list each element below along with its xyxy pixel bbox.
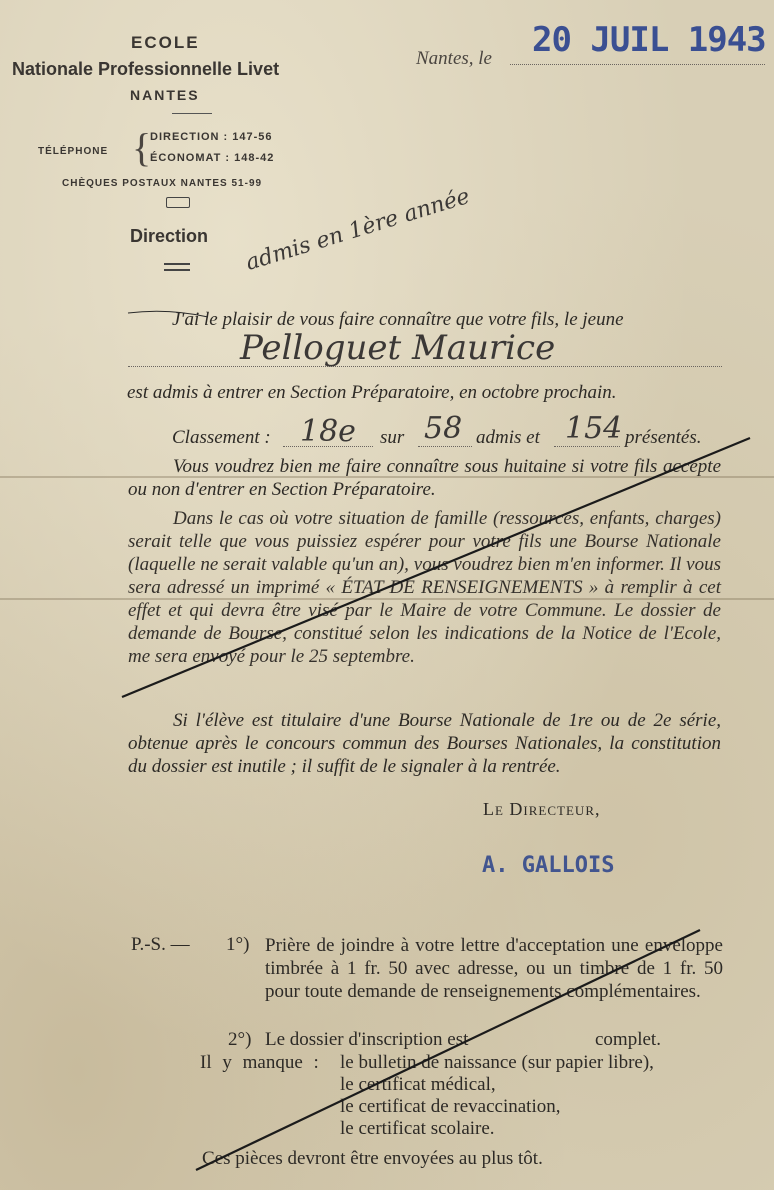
admitted-value: 58: [424, 411, 463, 446]
handwritten-margin-note: admis en 1ère année: [243, 183, 473, 276]
date-stamp: 20 JUIL 1943: [532, 20, 766, 60]
ps-item1-number: 1°): [226, 934, 250, 955]
ps-item2-prefix: Le dossier d'inscription est: [265, 1029, 469, 1050]
signature-stamp: A. GALLOIS: [482, 853, 615, 878]
admission-line: est admis à entrer en Section Préparatoire, en octobre prochain.: [127, 382, 617, 403]
pen-mark: [128, 311, 208, 317]
intro-line: J'ai le plaisir de vous faire connaître que votre fils, le jeune: [172, 309, 624, 330]
telephone-economat: ÉCONOMAT : 148-42: [150, 152, 275, 164]
closing-line: Ces pièces devront être envoyées au plus tôt.: [202, 1148, 543, 1169]
school-header-line1: ECOLE: [131, 33, 200, 52]
school-header-line2: Nationale Professionnelle Livet: [12, 59, 280, 79]
place-prefix: Nantes, le: [416, 48, 492, 69]
missing-item: le certificat de revaccination,: [340, 1096, 561, 1117]
missing-item: le certificat médical,: [340, 1074, 496, 1095]
bourse-strike-line: [122, 438, 750, 697]
telephone-label: TÉLÉPHONE: [38, 146, 109, 157]
ps-item2-suffix: complet.: [595, 1029, 661, 1050]
manque-label: Il y manque :: [200, 1052, 319, 1073]
presented-value: 154: [565, 411, 623, 446]
brace-icon: {: [132, 125, 152, 170]
missing-item: le certificat scolaire.: [340, 1118, 495, 1139]
presentes-label: présentés.: [625, 427, 702, 448]
ps-label: P.-S. —: [131, 934, 190, 955]
ps-item2-number: 2°): [228, 1029, 252, 1050]
student-name: Pelloguet Maurice: [240, 328, 556, 368]
classement-label: Classement :: [172, 427, 271, 448]
reply-paragraph: Vous voudrez bien me faire connaître sous huitaine si votre fils accepte ou non d'entrer en Section Préparatoire.: [128, 456, 721, 500]
bourse-paragraph: Dans le cas où votre situation de famille (ressources, enfants, charges) serait telle que vous puissiez espérer pour votre fils une Bourse Nationale (laquelle ne serait valable qu'un an), vous voudrez bien m'en informer. Il vous sera adressé un imprimé « ÉTAT DE RENSEIGNEMENTS » à remplir à cet effet et qui devra être visé par le Maire de votre Commune. Le dossier de demande de Bourse, constitué selon les indications de la Notice de l'Ecole, me sera envoyé pour le 25 septembre.: [128, 508, 721, 667]
missing-item: le bulletin de naissance (sur papier libre),: [340, 1052, 654, 1073]
postscript-strike-line: [196, 930, 700, 1170]
ps-item1-text: Prière de joindre à votre lettre d'acceptation une enveloppe timbrée à 1 fr. 50 avec adresse, ou un timbre de 1 fr. 50 pour toute demande de renseignements complémentaires.: [265, 935, 723, 1002]
sur-label: sur: [380, 427, 405, 448]
school-header-line3: NANTES: [130, 87, 200, 103]
rank-value: 18e: [300, 414, 356, 449]
cheques-postaux: CHÈQUES POSTAUX NANTES 51-99: [62, 178, 263, 189]
signature-title: Le Directeur,: [483, 799, 601, 819]
telephone-direction: DIRECTION : 147-56: [150, 131, 273, 143]
direction-label: Direction: [130, 226, 209, 246]
admis-et-label: admis et: [476, 427, 540, 448]
titulaire-paragraph: Si l'élève est titulaire d'une Bourse Nationale de 1re ou de 2e série, obtenue après le concours commun des Bourses Nationales, la constitution du dossier est inutile ; il suffit de le signaler à la rentrée.: [128, 710, 721, 777]
